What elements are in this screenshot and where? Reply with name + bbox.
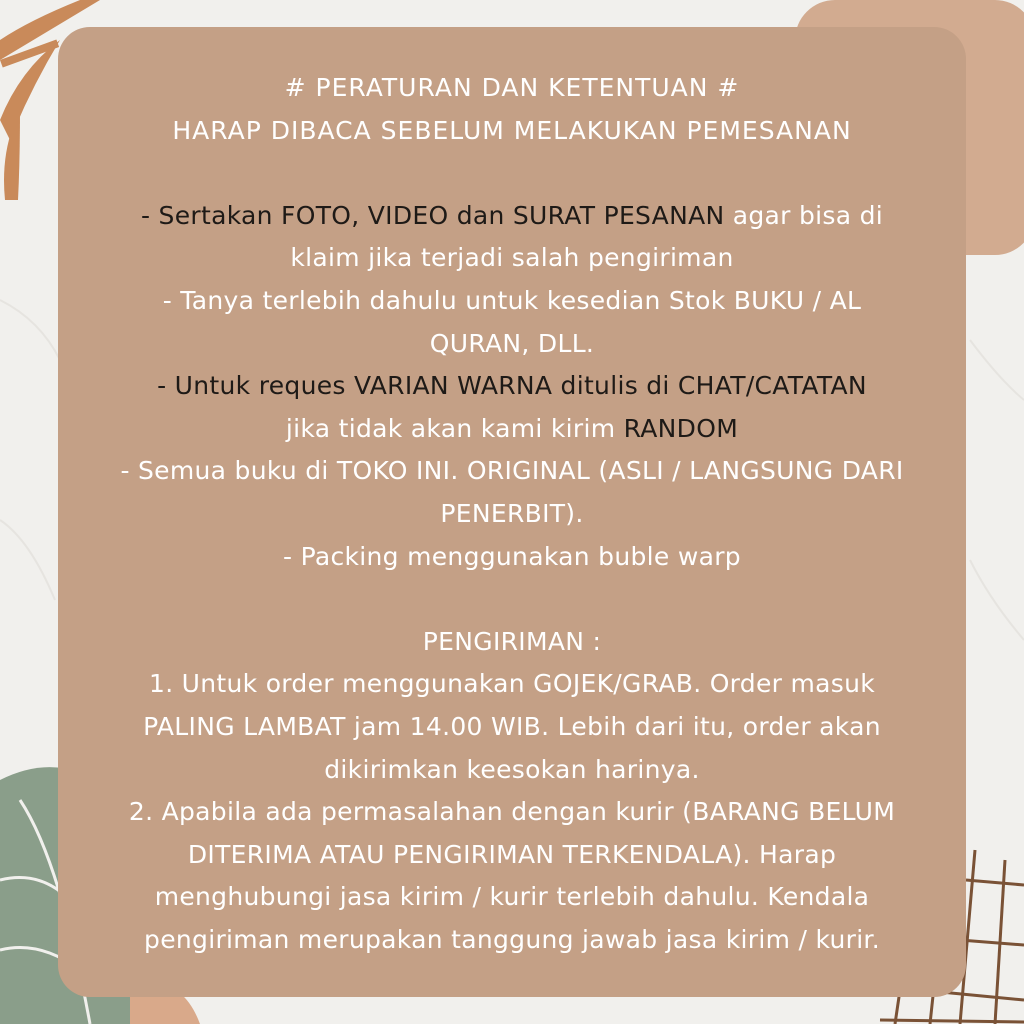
shipping-2-line-3: menghubungi jasa kirim / kurir terlebih dahulu. Kendala bbox=[154, 882, 870, 912]
page-subtitle: HARAP DIBACA SEBELUM MELAKUKAN PEMESANAN bbox=[172, 115, 852, 145]
rule-1-line-2: klaim jika terjadi salah pengiriman bbox=[290, 243, 734, 273]
rule-3-highlight: RANDOM bbox=[623, 413, 739, 443]
shipping-heading: PENGIRIMAN : bbox=[422, 626, 602, 656]
shipping-2-line-2: DITERIMA ATAU PENGIRIMAN TERKENDALA). Harap bbox=[187, 839, 837, 869]
rule-3-line-2 bbox=[78, 408, 946, 451]
rules-card bbox=[58, 27, 966, 997]
rule-4-line-1: - Semua buku di TOKO INI. ORIGINAL (ASLI / LANGSUNG DARI bbox=[120, 456, 904, 486]
rule-4-line-2: PENERBIT). bbox=[440, 498, 584, 528]
rule-1-line-1 bbox=[78, 195, 946, 238]
shipping-1-line-3: dikirimkan keesokan harinya. bbox=[324, 754, 700, 784]
rule-3-line-1: - Untuk reques VARIAN WARNA ditulis di CHAT/CATATAN bbox=[157, 371, 867, 401]
spacer bbox=[78, 152, 946, 195]
page-title: # PERATURAN DAN KETENTUAN # bbox=[284, 73, 740, 102]
rule-2-line-1: - Tanya terlebih dahulu untuk kesedian Stok BUKU / AL bbox=[162, 285, 862, 315]
shipping-2-line-1: 2. Apabila ada permasalahan dengan kurir (BARANG BELUM bbox=[128, 797, 896, 827]
shipping-2-line-4: pengiriman merupakan tanggung jawab jasa kirim / kurir. bbox=[144, 924, 880, 954]
spacer bbox=[78, 578, 946, 621]
rule-2-line-2: QURAN, DLL. bbox=[429, 328, 595, 358]
rule-3-text: jika tidak akan kami kirim bbox=[285, 413, 624, 443]
shipping-1-line-1: 1. Untuk order menggunakan GOJEK/GRAB. Order masuk bbox=[148, 669, 876, 699]
rule-1-highlight: - Sertakan FOTO, VIDEO dan SURAT PESANAN bbox=[140, 200, 725, 230]
rule-1-rest: agar bisa di bbox=[724, 200, 884, 230]
shipping-1-line-2: PALING LAMBAT jam 14.00 WIB. Lebih dari itu, order akan bbox=[143, 711, 881, 741]
rule-5: - Packing menggunakan buble warp bbox=[283, 541, 741, 571]
